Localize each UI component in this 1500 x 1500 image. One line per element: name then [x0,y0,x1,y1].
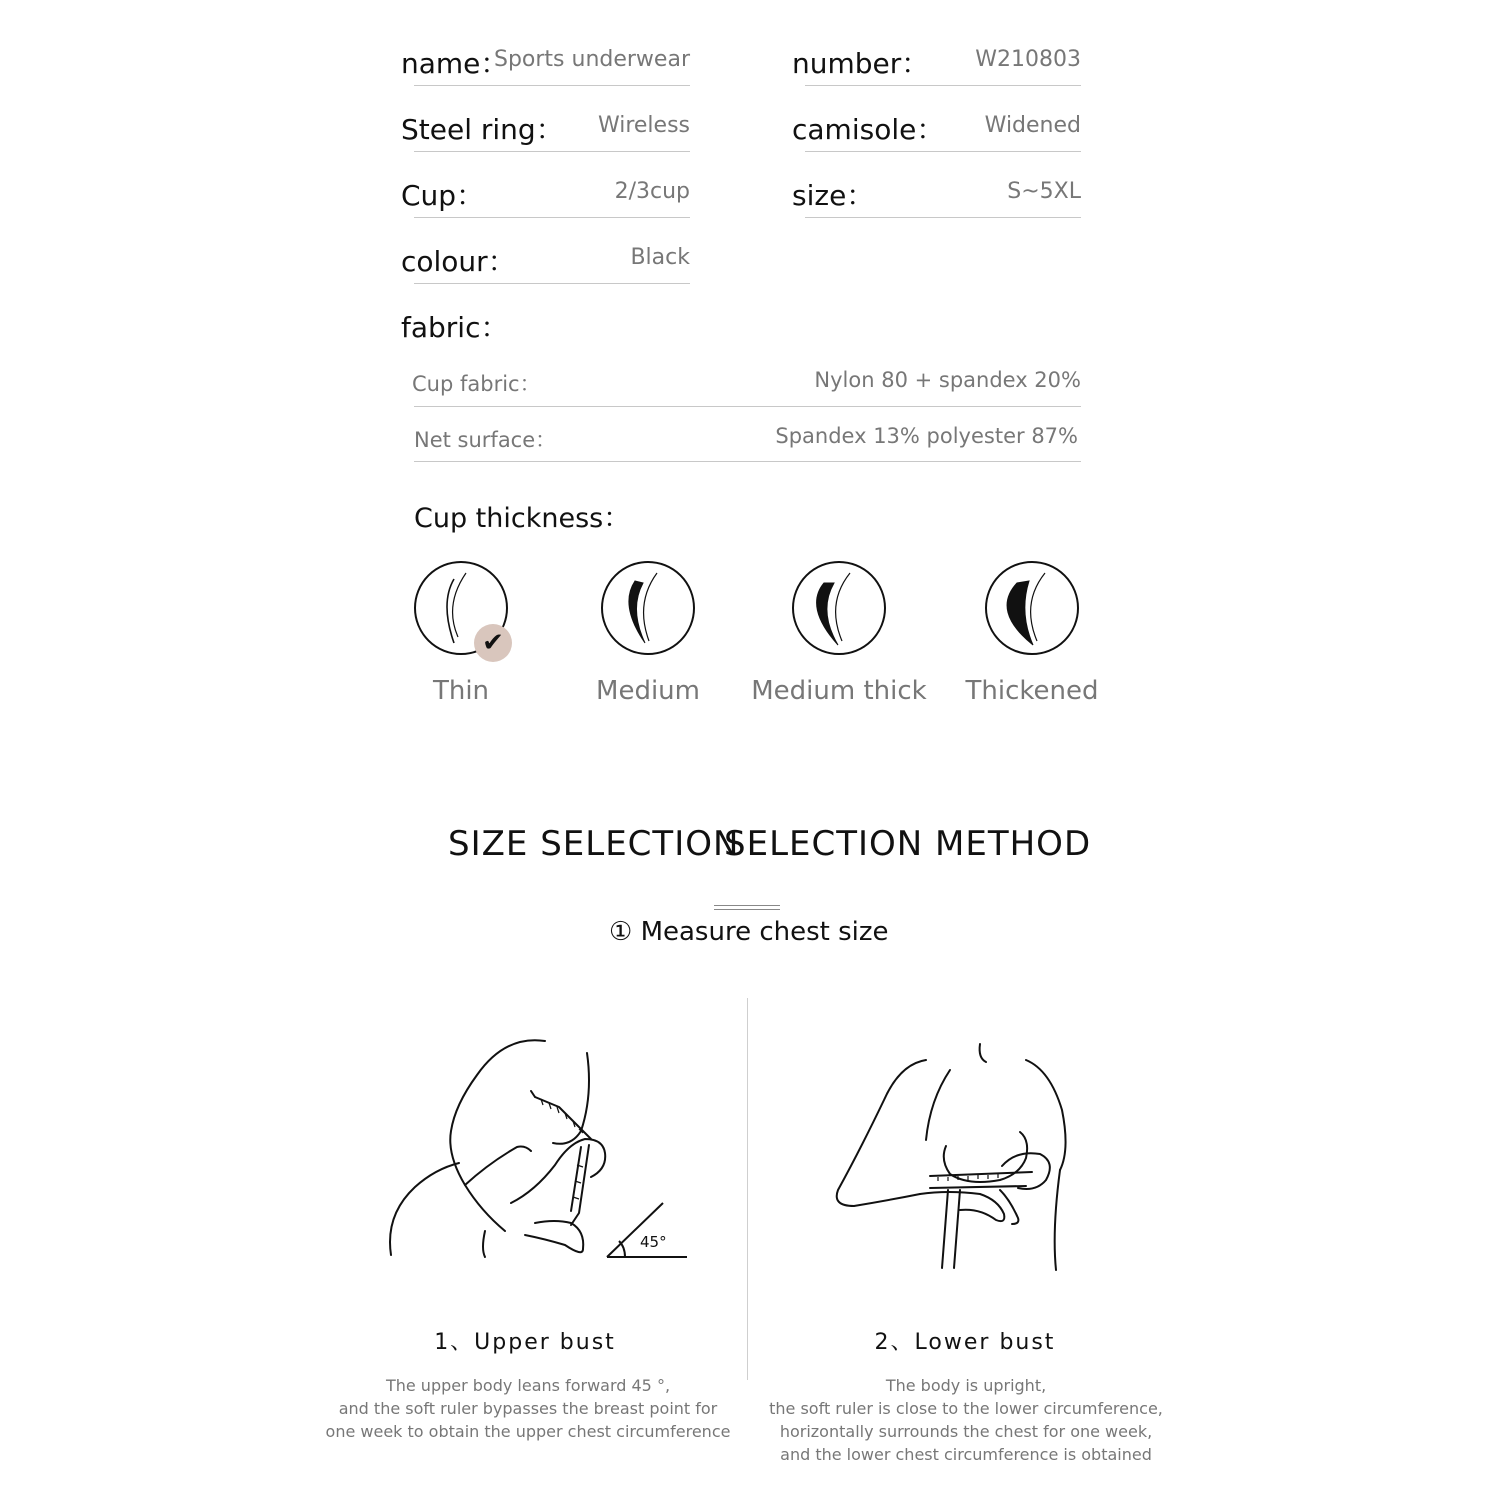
medium-thick-cup-icon[interactable] [792,561,886,655]
spec-size-label: size： [792,179,875,212]
spec-size-value: S~5XL [1007,179,1081,204]
measure-step-title: ① Measure chest size [609,917,889,947]
upper-bust-line: and the soft ruler bypasses the breast point for [338,1399,718,1418]
spec-cup-value: 2/3cup [614,179,690,204]
divider [414,461,1081,462]
lower-bust-illustration [830,1040,1090,1280]
spec-number-label: number： [792,47,930,80]
section-underline [714,905,780,910]
thickened-cup-icon[interactable] [985,561,1079,655]
fabric-label: fabric： [401,311,509,344]
spec-steel-ring-label: Steel ring： [401,113,564,146]
cup-option-thickened-label: Thickened [965,676,1099,706]
spec-cup-label: Cup： [401,179,485,212]
lower-bust-line: the soft ruler is close to the lower circumference, [769,1399,1163,1418]
upper-bust-title: 1、Upper bust [434,1330,616,1355]
divider [414,151,690,152]
divider [414,283,690,284]
center-divider [747,998,748,1380]
spec-steel-ring-value: Wireless [597,113,690,138]
divider [414,406,1081,407]
angle-label: 45° [640,1233,667,1251]
lower-bust-line: and the lower chest circumference is obtained [780,1445,1152,1464]
size-selection-title: SIZE SELECTION [448,824,740,864]
cup-option-thin-label: Thin [432,676,490,706]
fabric-cup-label: Cup fabric： [412,372,541,396]
upper-bust-line: The upper body leans forward 45 °, [385,1376,671,1395]
cup-option-medium-label: Medium [596,676,700,706]
fabric-cup-value: Nylon 80 + spandex 20% [814,368,1081,392]
fabric-net-label: Net surface： [414,428,557,452]
upper-bust-line: one week to obtain the upper chest circumference [325,1422,731,1441]
fabric-net-value: Spandex 13% polyester 87% [775,424,1078,448]
cup-option-medium-thick-label: Medium thick [751,676,927,706]
spec-colour-label: colour： [401,245,516,278]
selected-check-icon: ✔ [474,624,512,662]
spec-colour-value: Black [630,245,690,270]
upper-bust-description [318,1374,738,1443]
selection-method-title: SELECTION METHOD [724,824,1092,864]
lower-bust-title: 2、Lower bust [874,1330,1056,1355]
lower-bust-description [756,1374,1176,1466]
spec-number-value: W210803 [975,47,1081,72]
divider [414,85,690,86]
divider [805,217,1081,218]
lower-bust-line: The body is upright, [885,1376,1047,1395]
spec-name-label: name： [401,47,509,80]
spec-name-value: Sports underwear [493,47,690,72]
cup-thickness-label: Cup thickness： [414,503,631,534]
spec-camisole-label: camisole： [792,113,945,146]
medium-cup-icon[interactable] [601,561,695,655]
lower-bust-line: horizontally surrounds the chest for one week, [779,1422,1153,1441]
divider [414,217,690,218]
divider [805,151,1081,152]
spec-camisole-value: Widened [984,113,1081,138]
divider [805,85,1081,86]
